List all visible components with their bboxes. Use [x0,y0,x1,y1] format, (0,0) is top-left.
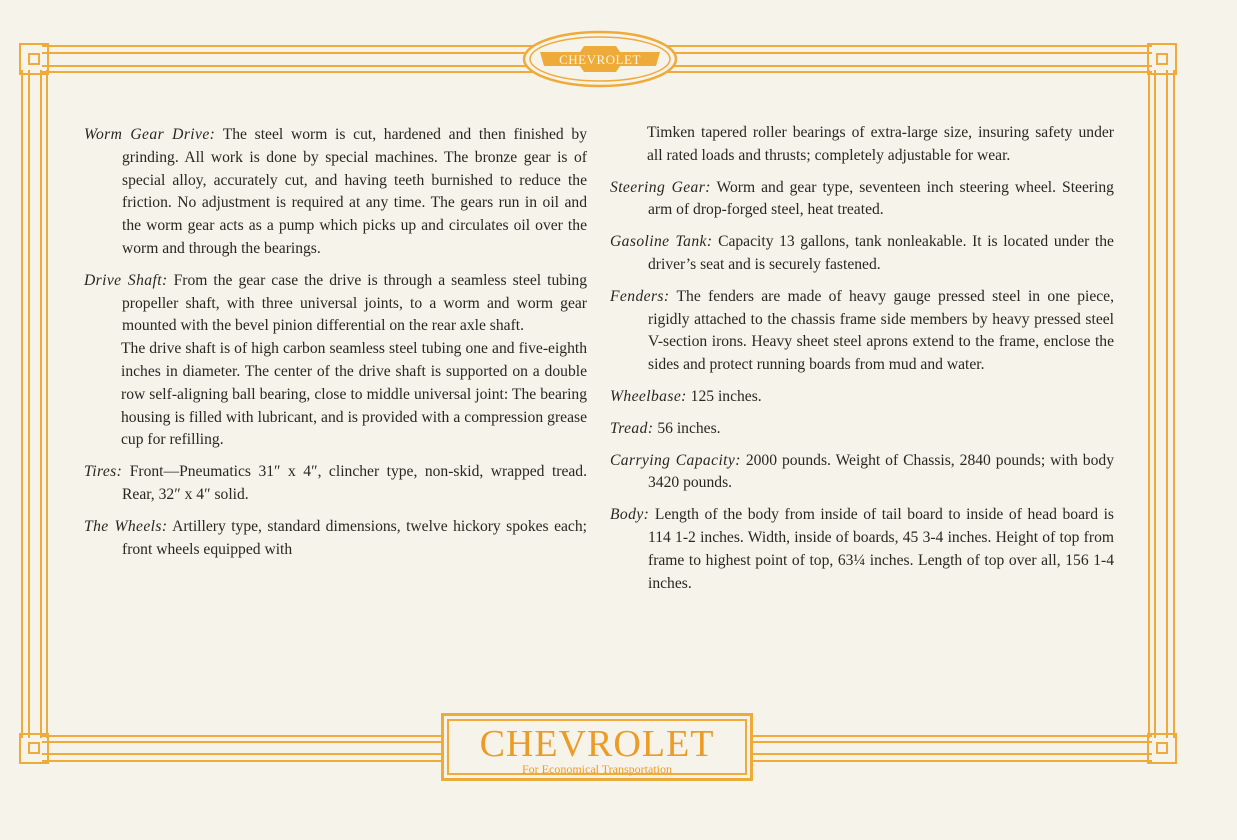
spec-text: 125 inches. [690,387,762,405]
spec-text: The drive shaft is of high carbon seamless steel tubing one and five-eighth inches in diameter. The center of the drive shaft is supported on a double row self-aligning ball bearing, close to middle universal joint: The bearing housing is filled with lubricant, and is provided with a compression grease cup for refilling. [121,340,587,449]
spec-term: The Wheels: [84,517,168,535]
spec-tires [84,461,587,507]
spec-term: Steering Gear: [610,178,711,196]
chevrolet-wordmark-logo [441,713,753,781]
spec-wheels-continued [610,122,1114,168]
spec-term: Body: [610,506,650,524]
spec-text: Artillery type, standard dimensions, twelve hickory spokes each; front wheels equipped with [122,517,587,558]
spec-text: Front—Pneumatics 31″ x 4″, clincher type, non-skid, wrapped tread. Rear, 32″ x 4″ solid. [122,463,588,503]
spec-text: The steel worm is cut, hardened and then finished by grinding. All work is done by special machines. The bronze gear is of special alloy, accurately cut, and having teeth burnished to reduce the friction. No adjustment is required at any time. The gears run in oil and the worm gear acts as a pump which picks up and circulates oil over the worm and through the bearings. [122,126,587,257]
right-column [610,122,1114,604]
spec-tread [610,418,1114,441]
spec-drive-shaft [84,270,587,338]
spec-term: Fenders: [610,287,670,305]
spec-wheels [84,516,587,562]
logo-tagline: For Economical Transportation [522,762,672,776]
spec-term: Tires: [84,463,123,481]
spec-term: Gasoline Tank: [610,233,713,251]
spec-term: Carrying Capacity: [610,451,741,469]
spec-term: Drive Shaft: [84,271,168,289]
left-column [84,124,587,570]
spec-text: 2000 pounds. Weight of Chassis, 2840 pounds; with body 3420 pounds. [648,451,1114,492]
spec-fenders [610,286,1114,377]
bottom-logo-text: CHEVROLET [479,723,715,765]
spec-gasoline-tank [610,231,1114,277]
spec-text: Length of the body from inside of tail board to inside of head board is 114 1-2 inches. Width, inside of boards, 45 3-4 inches. Height of top from frame to highest point of top, 63¼ inches. Length of top over all, 156 1-4 inches. [648,506,1114,592]
spec-term: Wheelbase: [610,387,687,405]
spec-carrying-capacity [610,450,1114,496]
spec-text: From the gear case the drive is through a seamless steel tubing propeller shaft, with three universal joints, to a worm and worm gear mounted with the bevel pinion differential on the rear axle shaft. [122,271,588,335]
chevrolet-bowtie-logo [522,30,678,88]
spec-term: Tread: [610,419,654,437]
spec-text: The fenders are made of heavy gauge pressed steel in one piece, rigidly attached to the chassis frame side members by heavy pressed steel V-section irons. Heavy sheet steel aprons extend to the frame, enclose the sides and protect running boards from mud and water. [648,287,1114,374]
spec-drive-shaft-continued [84,338,587,452]
spec-body [610,504,1114,595]
spec-steering-gear [610,177,1114,223]
top-logo-text: CHEVROLET [559,52,641,67]
spec-wheelbase [610,386,1114,409]
spec-text: Capacity 13 gallons, tank nonleakable. It is located under the driver’s seat and is securely fastened. [648,233,1114,273]
spec-worm-gear-drive [84,124,587,261]
spec-text: Timken tapered roller bearings of extra-large size, insuring safety under all rated loads and thrusts; completely adjustable for wear. [647,124,1114,164]
spec-term: Worm Gear Drive: [84,126,216,143]
spec-text: 56 inches. [657,419,721,437]
spec-text: Worm and gear type, seventeen inch steering wheel. Steering arm of drop-forged steel, heat treated. [648,178,1114,219]
